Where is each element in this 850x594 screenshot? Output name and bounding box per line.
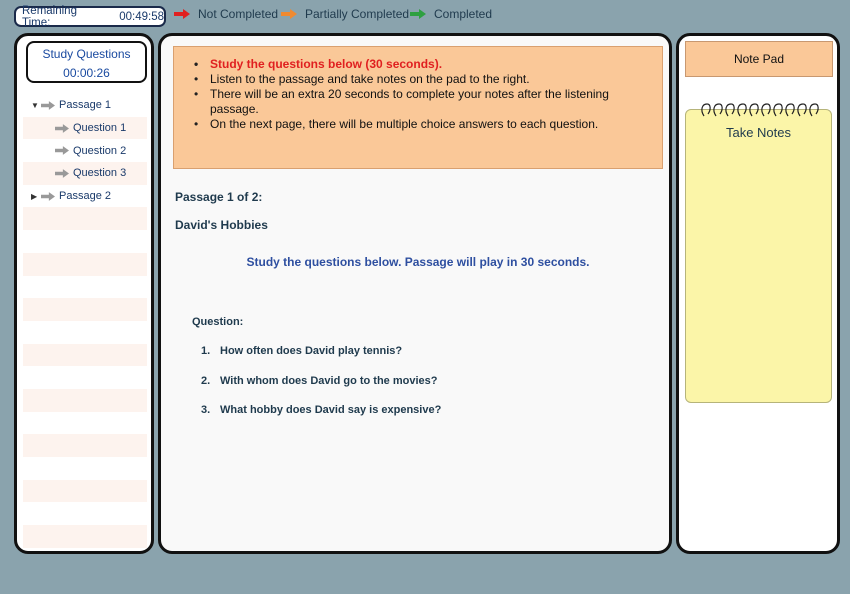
instructions-box [173, 46, 663, 169]
study-questions-timer: 00:00:26 [63, 66, 110, 80]
study-questions-title: Study Questions [42, 47, 131, 61]
study-questions-panel [14, 33, 154, 554]
tree-item-label: Passage 2 [59, 190, 111, 203]
question-text: What hobby does David say is expensive? [220, 404, 442, 416]
legend-label: Partially Completed [305, 7, 410, 21]
question-tree [17, 94, 151, 207]
tree-item-question-3[interactable] [17, 162, 151, 185]
arrow-right-icon [55, 146, 69, 155]
take-notes-pad[interactable] [685, 109, 832, 403]
question-number: 3. [201, 404, 211, 416]
story-title: David's Hobbies [175, 218, 268, 232]
question-number: 2. [201, 374, 211, 387]
legend-not-completed [174, 7, 278, 21]
tree-item-question-1[interactable] [17, 117, 151, 140]
take-notes-title: Take Notes [725, 125, 792, 140]
passage-panel [158, 33, 672, 554]
question-row [201, 404, 441, 434]
remaining-time-display [14, 6, 166, 27]
instruction-item: • Listen to the passage and take notes on the pad to the right. [194, 72, 650, 87]
question-row [201, 345, 441, 375]
question-label: Question: [192, 316, 244, 328]
tree-item-passage-2[interactable] [17, 185, 151, 208]
note-pad-panel [676, 33, 840, 554]
legend-completed [410, 7, 492, 21]
expanded-triangle-icon[interactable]: ▼ [31, 100, 39, 110]
tree-item-label: Passage 1 [59, 99, 111, 112]
tree-item-label: Question 3 [73, 167, 127, 180]
study-prompt: Study the questions below. Passage will play in 30 seconds. [246, 255, 590, 269]
arrow-right-icon [281, 9, 297, 19]
remaining-time-label: Remaining Time: [22, 4, 77, 29]
tree-item-label: Question 1 [73, 122, 127, 135]
instruction-item: • There will be an extra 20 seconds to complete your notes after the listening passage. [194, 87, 650, 117]
arrow-right-icon [55, 169, 69, 178]
collapsed-triangle-icon[interactable]: ▶ [31, 191, 38, 201]
instruction-item: • Study the questions below (30 seconds). [194, 57, 650, 72]
passage-title: Passage 1 of 2: [175, 190, 263, 204]
legend-label: Completed [434, 7, 493, 21]
instruction-item: • On the next page, there will be multiple choice answers to each question. [194, 117, 650, 132]
spiral-binding-icon [698, 100, 828, 122]
legend-partially-completed [281, 7, 409, 21]
tree-item-passage-1[interactable] [17, 94, 151, 117]
arrow-right-icon [55, 124, 69, 133]
note-pad-header: Note Pad [685, 41, 833, 77]
arrow-right-icon [41, 192, 55, 201]
question-row [201, 375, 441, 405]
arrow-right-icon [41, 101, 55, 110]
tree-item-question-2[interactable] [17, 139, 151, 162]
question-text: With whom does David go to the movies? [220, 374, 438, 387]
study-questions-header [26, 41, 147, 83]
question-list [201, 345, 441, 434]
arrow-right-icon [410, 9, 426, 19]
question-number: 1. [201, 345, 211, 357]
question-text: How often does David play tennis? [220, 345, 403, 357]
legend-label: Not Completed [198, 7, 279, 21]
arrow-right-icon [174, 9, 190, 19]
tree-item-label: Question 2 [73, 144, 127, 157]
remaining-time-value: 00:49:58 [119, 10, 164, 23]
